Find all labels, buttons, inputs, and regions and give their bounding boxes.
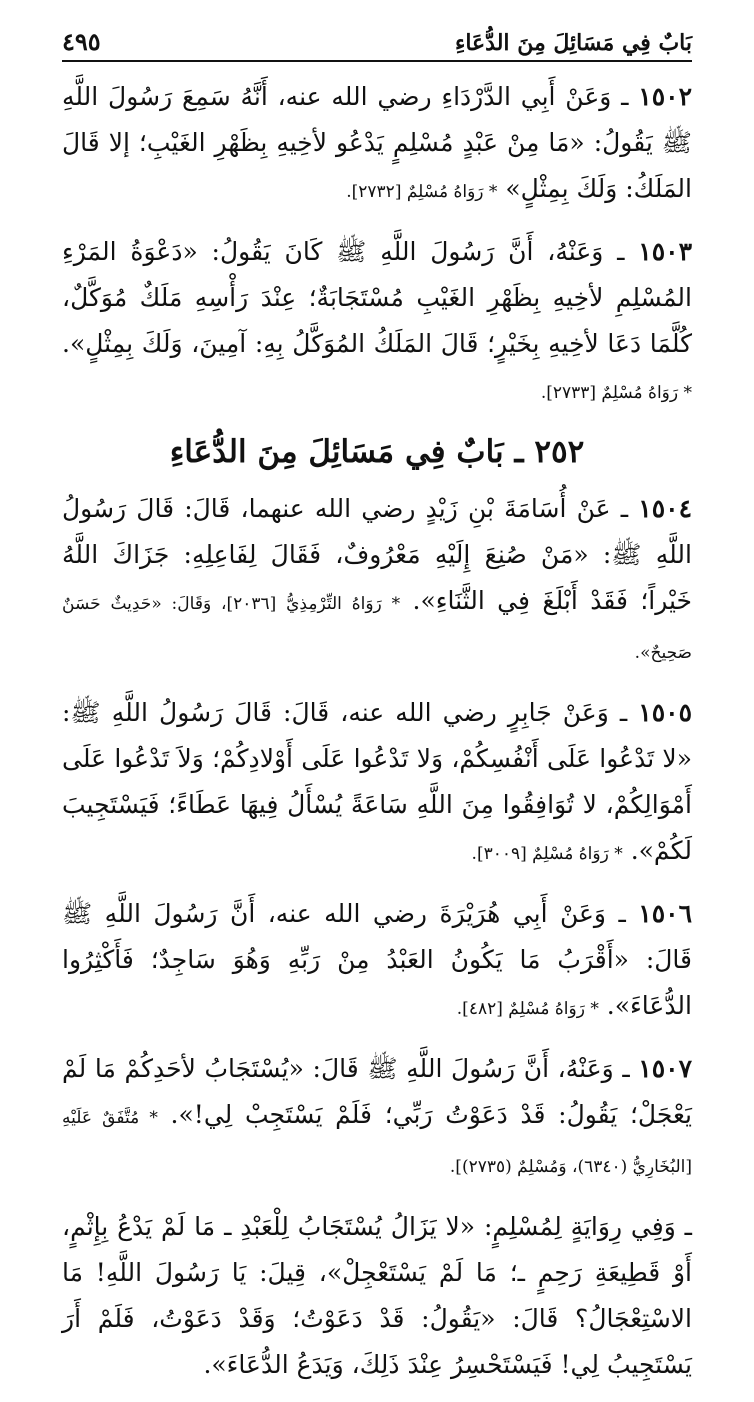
hadith-source: * رَوَاهُ التِّرْمِذِيُّ [٢٠٣٦]، وَقَالَ: «حَدِيثٌ حَسَنٌ صَحِيحٌ».: [62, 594, 692, 663]
hadith-text: وَعَنْ جَابِرٍ رضي الله عنه، قَالَ: قَالَ رَسُولُ اللَّهِ ﷺ: «لا تَدْعُوا عَلَى أَنْفُسِكُمْ، وَلا تَدْعُوا عَلَى أَوْلادِكُمْ؛ وَلاَ تَدْعُوا عَلَى أَمْوَالِكُمْ، لا تُوَافِقُوا مِنَ اللَّهِ سَاعَةً يُسْأَلُ فِيهَا عَطَاءً؛ فَيَسْتَجِيبَ لَكُمْ».: [62, 698, 692, 865]
hadith-1502: ١٥٠٢ ـ وَعَنْ أَبِي الدَّرْدَاءِ رضي الله عنه، أَنَّهُ سَمِعَ رَسُولَ اللَّهِ ﷺ يَقُولُ: «مَا مِنْ عَبْدٍ مُسْلِمٍ يَدْعُو لأخِيهِ بِظَهْرِ الغَيْبِ؛ إلا قَالَ المَلَكُ: وَلَكَ بِمِثْلٍ» * رَوَاهُ مُسْلِمٌ [٢٧٣٢].: [62, 82, 693, 203]
document-page: [62, 0, 693, 1379]
hadith-number: ١٥٠٦: [638, 899, 693, 928]
page-number: ٤٩٥: [62, 27, 101, 56]
hadith-text: وَعَنْ أَبِي الدَّرْدَاءِ رضي الله عنه، أَنَّهُ سَمِعَ رَسُولَ اللَّهِ ﷺ يَقُولُ: «مَا مِنْ عَبْدٍ مُسْلِمٍ يَدْعُو لأخِيهِ بِظَهْرِ الغَيْبِ؛ إلا قَالَ المَلَكُ: وَلَكَ بِمِثْلٍ»: [62, 82, 692, 203]
hadith-source: * مُتَّفَقٌ عَلَيْهِ [البُخَارِيُّ (٦٣٤٠)، وَمُسْلِمٌ (٢٧٣٥)].: [62, 1108, 692, 1177]
hadith-1507: ١٥٠٧ ـ وَعَنْهُ، أَنَّ رَسُولَ اللَّهِ ﷺ قَالَ: «يُسْتَجَابُ لأحَدِكُمْ مَا لَمْ يَعْجَلْ؛ يَقُولُ: قَدْ دَعَوْتُ رَبِّي؛ فَلَمْ يَسْتَجِبْ لِي!». * مُتَّفَقٌ عَلَيْهِ [البُخَارِيُّ (٦٣٤٠)، وَمُسْلِمٌ (٢٧٣٥)].: [62, 1054, 693, 1177]
page-header: [62, 12, 692, 62]
chapter-title: ٢٥٢ ـ بَابٌ فِي مَسَائِلَ مِنَ الدُّعَاءِ: [169, 434, 585, 470]
hadith-1506: ١٥٠٦ ـ وَعَنْ أَبِي هُرَيْرَةَ رضي الله عنه، أَنَّ رَسُولَ اللَّهِ ﷺ قَالَ: «أَقْرَبُ مَا يَكُونُ العَبْدُ مِنْ رَبِّهِ وَهُوَ سَاجِدٌ؛ فَأَكْثِرُوا الدُّعَاءَ». * رَوَاهُ مُسْلِمٌ [٤٨٢].: [62, 899, 693, 1020]
narration-muslim: ـ وَفِي رِوَايَةٍ لِمُسْلِمٍ: «لا يَزَالُ يُسْتَجَابُ لِلْعَبْدِ ـ مَا لَمْ يَدْعُ بِإِثْمٍ، أَوْ قَطِيعَةِ رَحِمٍ ـ؛ مَا لَمْ يَسْتَعْجِلْ»، قِيلَ: يَا رَسُولَ اللَّهِ! مَا الاسْتِعْجَالُ؟ قَالَ: «يَقُولُ: قَدْ دَعَوْتُ؛ وَقَدْ دَعَوْتُ، فَلَمْ أَرَ يَسْتَجِيبُ لِي! فَيَسْتَحْسِرُ عِنْدَ ذَلِكَ، وَيَدَعُ الدُّعَاءَ».: [62, 1212, 692, 1379]
hadith-text: وَعَنْهُ، أَنَّ رَسُولَ اللَّهِ ﷺ قَالَ: «يُسْتَجَابُ لأحَدِكُمْ مَا لَمْ يَعْجَلْ؛ يَقُولُ: قَدْ دَعَوْتُ رَبِّي؛ فَلَمْ يَسْتَجِبْ لِي!».: [62, 1054, 692, 1129]
hadith-source: * رَوَاهُ مُسْلِمٌ [٤٨٢].: [456, 999, 599, 1019]
hadith-number: ١٥٠٢: [638, 82, 693, 111]
running-title: بَابٌ فِي مَسَائِلَ مِنَ الدُّعَاءِ: [455, 30, 692, 56]
hadith-text: عَنْ أُسَامَةَ بْنِ زَيْدٍ رضي الله عنهما، قَالَ: قَالَ رَسُولُ اللَّهِ ﷺ: «مَنْ صُنِعَ إِلَيْهِ مَعْرُوفٌ، فَقَالَ لِفَاعِلِهِ: جَزَاكَ اللَّهُ خَيْراً؛ فَقَدْ أَبْلَغَ فِي الثَّنَاءِ».: [62, 494, 693, 615]
hadith-1505: ١٥٠٥ ـ وَعَنْ جَابِرٍ رضي الله عنه، قَالَ: قَالَ رَسُولُ اللَّهِ ﷺ: «لا تَدْعُوا عَلَى أَنْفُسِكُمْ، وَلا تَدْعُوا عَلَى أَوْلادِكُمْ؛ وَلاَ تَدْعُوا عَلَى أَمْوَالِكُمْ، لا تُوَافِقُوا مِنَ اللَّهِ سَاعَةً يُسْأَلُ فِيهَا عَطَاءً؛ فَيَسْتَجِيبَ لَكُمْ». * رَوَاهُ مُسْلِمٌ [٣٠٠٩].: [62, 698, 693, 865]
hadith-source: * رَوَاهُ مُسْلِمٌ [٣٠٠٩].: [471, 844, 623, 864]
hadith-source: * رَوَاهُ مُسْلِمٌ [٢٧٣٢].: [346, 182, 498, 202]
hadith-source: * رَوَاهُ مُسْلِمٌ [٢٧٣٣].: [540, 383, 692, 403]
hadith-1504: ١٥٠٤ ـ عَنْ أُسَامَةَ بْنِ زَيْدٍ رضي الله عنهما، قَالَ: قَالَ رَسُولُ اللَّهِ ﷺ: «مَنْ صُنِعَ إِلَيْهِ مَعْرُوفٌ، فَقَالَ لِفَاعِلِهِ: جَزَاكَ اللَّهُ خَيْراً؛ فَقَدْ أَبْلَغَ فِي الثَّنَاءِ». * رَوَاهُ التِّرْمِذِيُّ [٢٠٣٦]، وَقَالَ: «حَدِيثٌ حَسَنٌ صَحِيحٌ».: [62, 494, 693, 663]
hadith-number: ١٥٠٥: [638, 698, 693, 727]
page-content: [62, 74, 692, 1402]
hadith-number: ١٥٠٤: [638, 494, 693, 523]
hadith-text: وَعَنْهُ، أَنَّ رَسُولَ اللَّهِ ﷺ كَانَ يَقُولُ: «دَعْوَةُ المَرْءِ المُسْلِمِ لأخِيهِ بِظَهْرِ الغَيْبِ مُسْتَجَابَةٌ؛ عِنْدَ رَأْسِهِ مَلَكٌ مُوَكَّلٌ، كُلَّمَا دَعَا لأخِيهِ بِخَيْرٍ؛ قَالَ المَلَكُ المُوَكَّلُ بِهِ: آمِينَ، وَلَكَ بِمِثْلٍ».: [62, 237, 692, 358]
hadith-number: ١٥٠٧: [638, 1054, 693, 1083]
hadith-number: ١٥٠٣: [638, 237, 692, 266]
hadith-1503: ١٥٠٣ ـ وَعَنْهُ، أَنَّ رَسُولَ اللَّهِ ﷺ كَانَ يَقُولُ: «دَعْوَةُ المَرْءِ المُسْلِمِ لأخِيهِ بِظَهْرِ الغَيْبِ مُسْتَجَابَةٌ؛ عِنْدَ رَأْسِهِ مَلَكٌ مُوَكَّلٌ، كُلَّمَا دَعَا لأخِيهِ بِخَيْرٍ؛ قَالَ المَلَكُ المُوَكَّلُ بِهِ: آمِينَ، وَلَكَ بِمِثْلٍ». * رَوَاهُ مُسْلِمٌ [٢٧٣٣].: [62, 237, 692, 403]
hadith-text: وَعَنْ أَبِي هُرَيْرَةَ رضي الله عنه، أَنَّ رَسُولَ اللَّهِ ﷺ قَالَ: «أَقْرَبُ مَا يَكُونُ العَبْدُ مِنْ رَبِّهِ وَهُوَ سَاجِدٌ؛ فَأَكْثِرُوا الدُّعَاءَ».: [62, 899, 692, 1020]
